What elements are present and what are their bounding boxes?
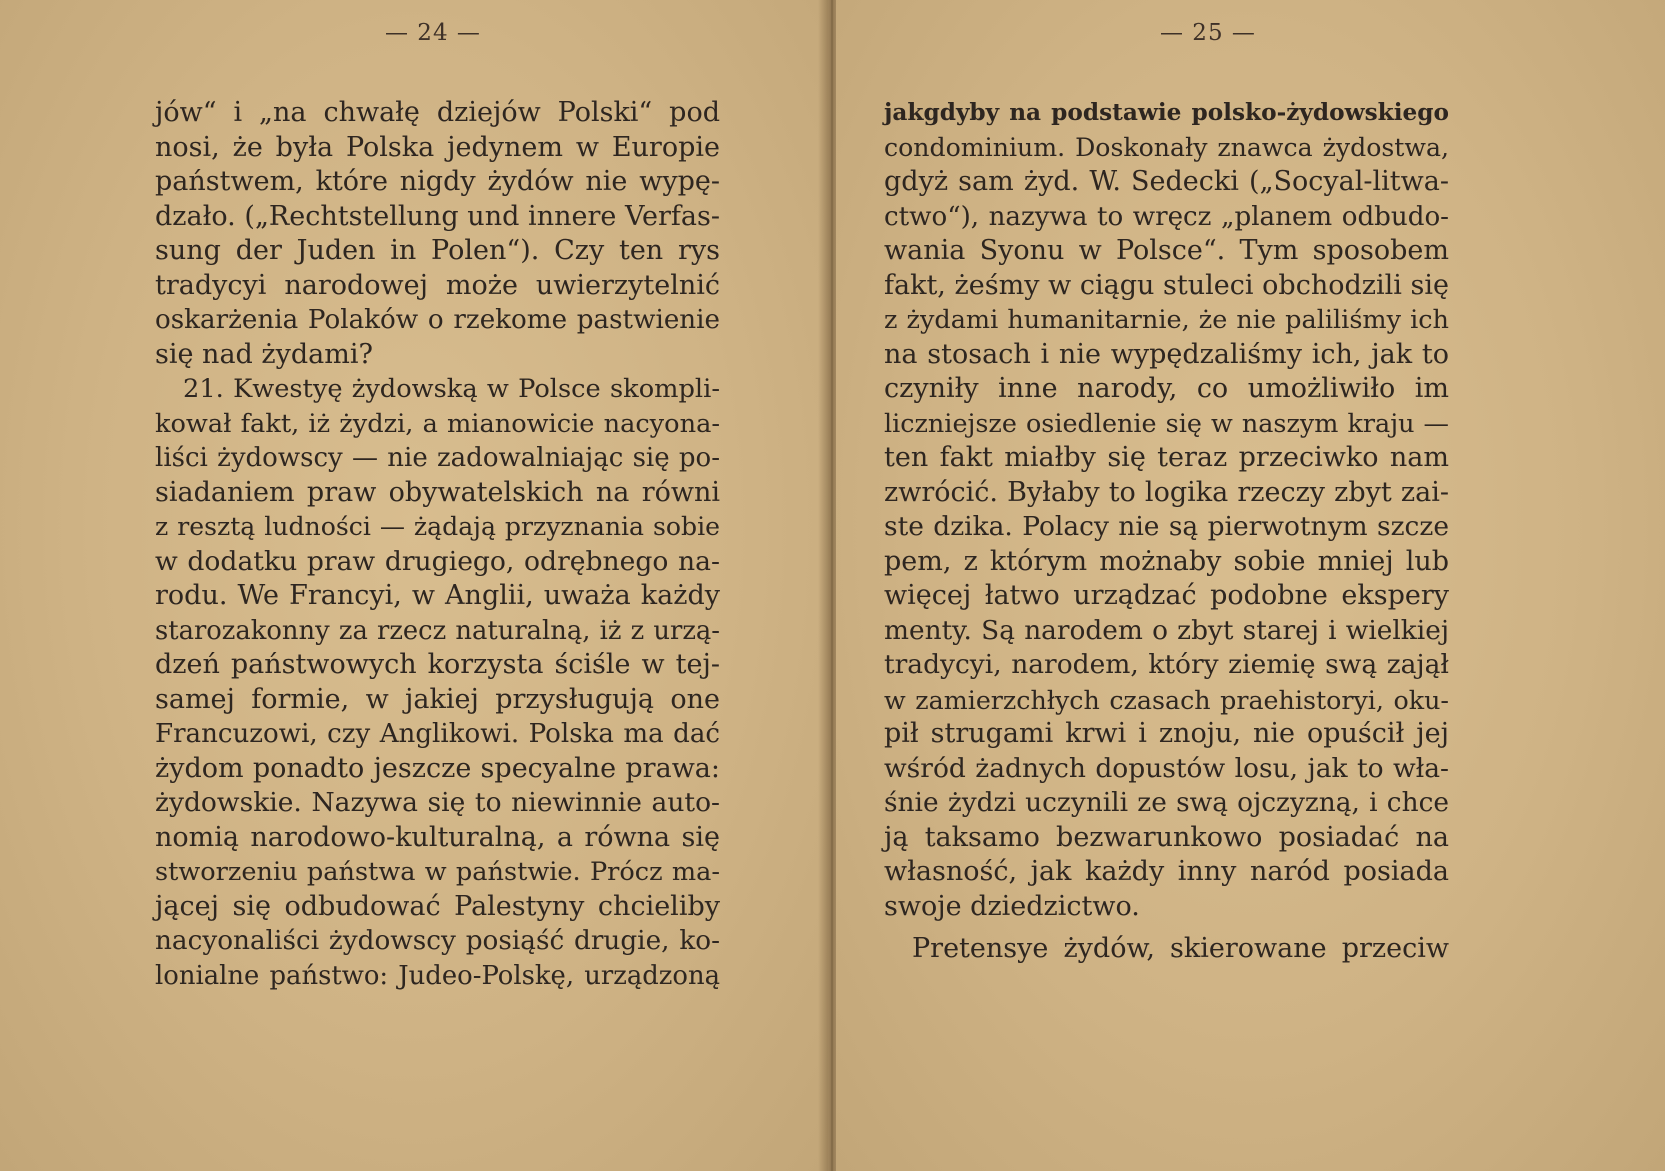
text-line: czyniły inne narody, co umożliwiło im	[884, 373, 1449, 404]
text-line: żydowskie. Nazywa się to niewinnie auto-	[155, 787, 720, 818]
text-line: swoje dziedzictwo.	[884, 890, 1140, 922]
left-page	[0, 0, 828, 1171]
text-line: gdyż sam żyd. W. Sedecki („Socyal-litwa-	[884, 166, 1449, 197]
text-line: w zamierzchłych czasach praehistoryi, oku-	[884, 684, 1449, 715]
text-line: z żydami humanitarnie, że nie paliliśmy ich	[884, 305, 1449, 335]
text-line: ten fakt miałby się teraz przeciwko nam	[884, 442, 1449, 473]
text-line: ją taksamo bezwarunkowo posiadać na	[884, 821, 1449, 853]
text-line: z resztą ludności — żądają przyznania sobie	[155, 512, 720, 541]
text-line: w dodatku praw drugiego, odrębnego na-	[155, 545, 720, 577]
page-number-24: — 24 —	[385, 20, 481, 46]
text-line: lonialne państwo: Judeo-Polskę, urządzoną	[155, 960, 720, 991]
text-line: liści żydowscy — nie zadowalniając się po-	[155, 443, 720, 473]
text-line: rodu. We Francyi, w Anglii, uważa każdy	[155, 580, 720, 611]
text-line: pił strugami krwi i znoju, nie opuścił jej	[884, 718, 1449, 749]
text-line: ste dzika. Polacy nie są pierwotnym szcze	[884, 511, 1449, 542]
text-line: oskarżenia Polaków o rzekome pastwienie	[155, 305, 720, 335]
text-line: nosi, że była Polska jedynem w Europie	[155, 131, 720, 163]
text-line: liczniejsze osiedlenie się w naszym kraju —	[884, 408, 1449, 439]
text-line: starozakonny za rzecz naturalną, iż z urzą-	[155, 615, 720, 646]
right-page-text	[884, 96, 1449, 1001]
text-line: samej formie, w jakiej przysługują one	[155, 683, 720, 715]
text-line: dzało. („Rechtstellung und innere Verfas-	[155, 200, 720, 232]
text-line: siadaniem praw obywatelskich na równi	[155, 476, 720, 508]
text-line: zwrócić. Byłaby to logika rzeczy zbyt zai-	[884, 476, 1449, 508]
text-line: sung der Juden in Polen“). Czy ten rys	[155, 235, 720, 266]
text-line: dzeń państwowych korzysta ściśle w tej-	[155, 649, 720, 680]
text-line: kował fakt, iż żydzi, a mianowicie nacyona-	[155, 408, 720, 439]
paragraph-21-start: 21. Kwestyę żydowską w Polsce skompli-	[183, 374, 720, 404]
right-page	[836, 0, 1665, 1171]
text-line: pem, z którym możnaby sobie mniej lub	[884, 545, 1449, 577]
bleed-through-line	[884, 967, 1449, 1002]
text-line: wśród żadnych dopustów losu, jak to wła-	[884, 752, 1449, 784]
text-line: jącej się odbudować Palestyny chcieliby	[155, 890, 720, 922]
text-line: condominium. Doskonały znawca żydostwa,	[884, 132, 1449, 162]
left-page-text	[155, 96, 720, 993]
text-line: nacyonaliści żydowscy posiąść drugie, ko-	[155, 926, 720, 956]
text-line: państwem, które nigdy żydów nie wypę-	[155, 166, 720, 197]
text-line: więcej łatwo urządzać podobne ekspery	[884, 580, 1449, 611]
text-line: wania Syonu w Polsce“. Tym sposobem	[884, 235, 1449, 266]
text-line: śnie żydzi uczynili ze swą ojczyzną, i chce	[884, 787, 1449, 818]
text-line: nomią narodowo-kulturalną, a równa się	[155, 821, 720, 853]
text-line: jakgdyby na podstawie polsko-żydowskiego	[884, 99, 1449, 126]
text-line: ctwo“), nazywa to wręcz „planem odbudo-	[884, 201, 1449, 232]
text-line: własność, jak każdy inny naród posiada	[884, 856, 1449, 887]
paragraph-start: Pretensye żydów, skierowane przeciw	[912, 933, 1449, 964]
text-line: żydom ponadto jeszcze specyalne prawa:	[155, 752, 720, 784]
text-line: tradycyi narodowej może uwierzytelnić	[155, 269, 720, 301]
text-line: Francuzowi, czy Anglikowi. Polska ma dać	[155, 719, 720, 749]
text-line: na stosach i nie wypędzaliśmy ich, jak to	[884, 338, 1449, 370]
text-line: tradycyi, narodem, który ziemię swą zajął	[884, 649, 1449, 680]
page-number-25: — 25 —	[1160, 20, 1256, 46]
text-line: menty. Są narodem o zbyt starej i wielkiej	[884, 615, 1449, 646]
text-line: stworzeniu państwa w państwie. Prócz ma-	[155, 857, 720, 887]
text-line: fakt, żeśmy w ciągu stuleci obchodzili się	[884, 269, 1449, 301]
paragraph-gap	[884, 924, 1449, 932]
text-line: się nad żydami?	[155, 338, 373, 370]
text-line: jów“ i „na chwałę dziejów Polski“ pod	[155, 97, 720, 128]
